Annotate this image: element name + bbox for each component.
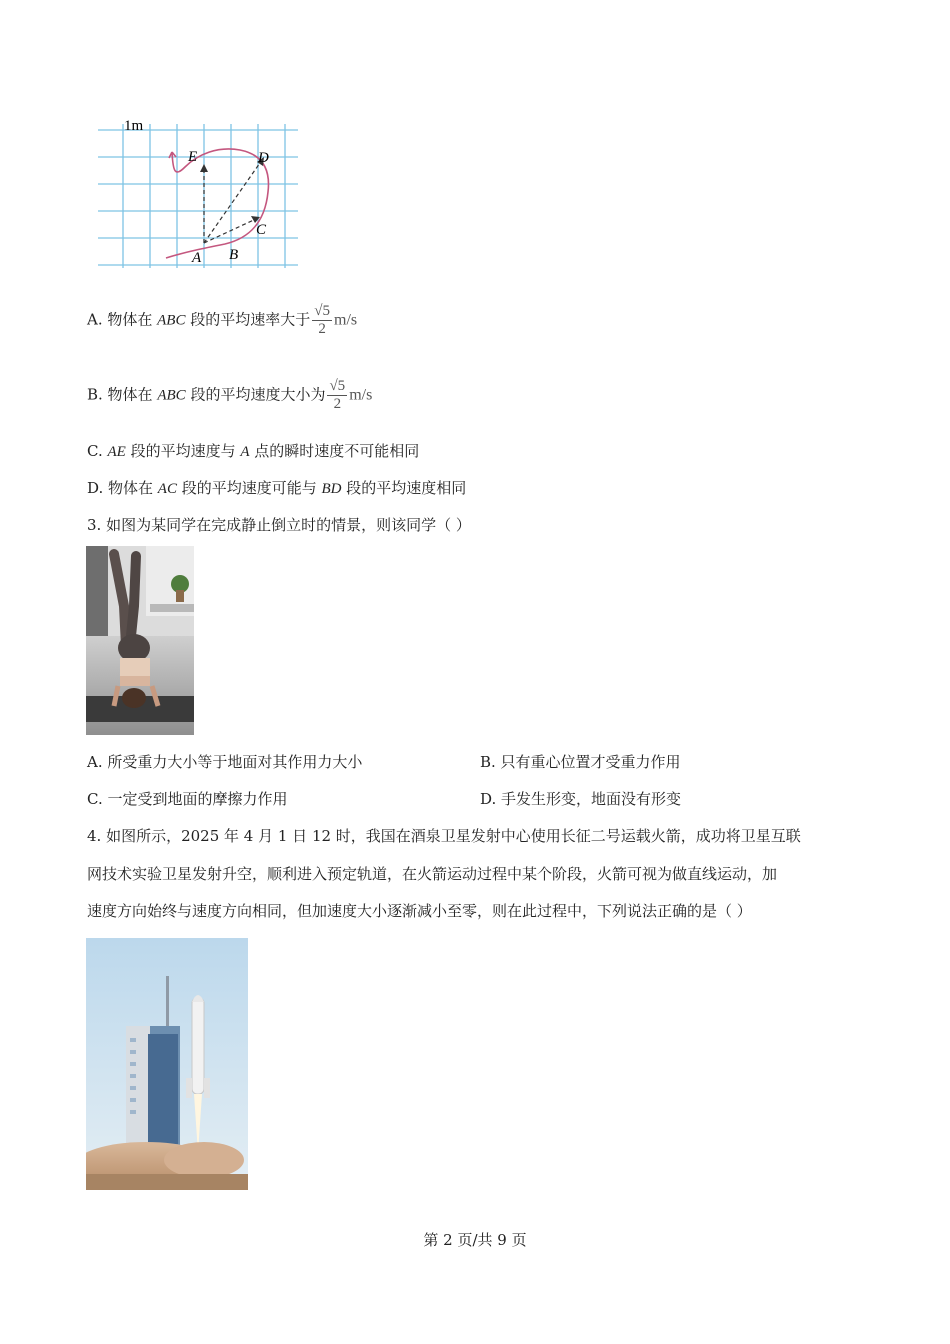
option-2c: C. AE 段的平均速度与 A 点的瞬时速度不可能相同 [87, 442, 420, 460]
unit-mps: m/s [334, 311, 358, 329]
fraction-sqrt5-over-2: $\frac{√5}{2}$ [329, 378, 346, 412]
page-footer: 第 2 页/共 9 页 [423, 1231, 527, 1249]
scale-label: 1m [124, 118, 144, 134]
segment-abc: ABC [157, 312, 186, 329]
fraction-sqrt5-over-2: $\frac{√5}{2}$ [314, 303, 330, 337]
question-4-line-2: 网技术实验卫星发射升空，顺利进入预定轨道，在火箭运动过程中某个阶段，火箭可视为做直线运动，加 [87, 865, 778, 883]
option-3c: C. 一定受到地面的摩擦力作用 [87, 790, 288, 808]
option-2a-text: 段的平均速率大于 [185, 310, 311, 329]
option-2d: D. 物体在 AC 段的平均速度可能与 BD 段的平均速度相同 [87, 479, 467, 497]
trajectory-curve [166, 149, 268, 258]
point-label-a: A [192, 250, 202, 266]
point-label-e: E [188, 149, 198, 165]
question-3-stem: 3. 如图为某同学在完成静止倒立时的情景，则该同学（ ） [87, 516, 471, 534]
option-3d: D. 手发生形变，地面没有形变 [480, 790, 682, 808]
option-2a-prefix: A. 物体在 [87, 310, 158, 329]
option-2b-text: 段的平均速度大小为 [185, 385, 326, 404]
headstand-photo [86, 546, 194, 735]
vector-arrowheads [200, 157, 264, 223]
displacement-vectors [204, 160, 262, 243]
option-3b: B. 只有重心位置才受重力作用 [480, 753, 681, 771]
question-4-line-3: 速度方向始终与速度方向相同，但加速度大小逐渐减小至零，则在此过程中，下列说法正确的是（ ） [87, 902, 752, 920]
option-2b-prefix: B. 物体在 [87, 385, 158, 404]
rocket-launch-photo [86, 938, 248, 1190]
option-2a [87, 303, 357, 338]
point-label-c: C [256, 222, 267, 238]
trajectory-grid-figure [90, 112, 302, 272]
option-2b [87, 378, 372, 413]
point-label-d: D [258, 150, 269, 166]
unit-mps: m/s [349, 386, 373, 404]
segment-abc: ABC [157, 387, 186, 404]
point-label-b: B [229, 247, 239, 263]
question-4-line-1: 4. 如图所示，2025 年 4 月 1 日 12 时，我国在酒泉卫星发射中心使用长征二号运载火箭，成功将卫星互联 [87, 827, 801, 845]
option-3a: A. 所受重力大小等于地面对其作用力大小 [87, 753, 363, 771]
